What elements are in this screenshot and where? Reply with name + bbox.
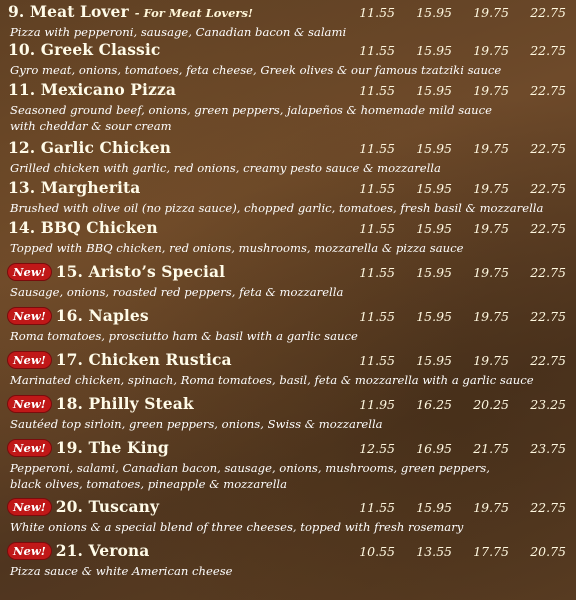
price-size-1: 11.55 [359, 221, 395, 236]
menu-item-title-group [8, 80, 338, 99]
price-size-4: 23.25 [530, 397, 566, 412]
price-size-1: 11.55 [359, 83, 395, 98]
menu-item-title-group [8, 2, 338, 21]
price-size-2: 15.95 [416, 141, 452, 156]
price-size-4: 20.75 [530, 544, 566, 559]
price-size-3: 19.75 [473, 353, 509, 368]
price-size-2: 15.95 [416, 43, 452, 58]
menu-item-title: 16. Naples [55, 306, 149, 325]
menu-item-description: Pepperoni, salami, Canadian bacon, sausage, onions, mushrooms, green peppers, [10, 461, 490, 475]
price-size-2: 15.95 [416, 5, 452, 20]
price-size-2: 15.95 [416, 309, 452, 324]
menu-item-title: 13. Margherita [8, 178, 141, 197]
menu-item-title-group [8, 541, 338, 560]
price-size-1: 11.55 [359, 265, 395, 280]
price-size-4: 22.75 [530, 83, 566, 98]
price-size-4: 22.75 [530, 5, 566, 20]
price-size-4: 22.75 [530, 221, 566, 236]
price-size-4: 22.75 [530, 500, 566, 515]
price-size-4: 22.75 [530, 353, 566, 368]
menu-item-header [8, 306, 568, 328]
menu-item-header [8, 541, 568, 563]
price-size-1: 11.95 [359, 397, 395, 412]
price-size-3: 19.75 [473, 83, 509, 98]
menu-item [8, 394, 568, 432]
price-size-2: 15.95 [416, 181, 452, 196]
menu-item [8, 350, 568, 388]
menu-item [8, 138, 568, 176]
new-badge: New! [8, 264, 51, 280]
menu-item [8, 541, 568, 579]
menu-item-description: Marinated chicken, spinach, Roma tomatoes, basil, feta & mozzarella with a garlic sauce [10, 373, 534, 387]
menu-item-header [8, 40, 568, 62]
price-size-2: 15.95 [416, 265, 452, 280]
menu-item-header [8, 80, 568, 102]
menu-item-description: Pizza with pepperoni, sausage, Canadian bacon & salami [10, 25, 347, 39]
menu-item-prices [338, 141, 566, 156]
price-size-1: 12.55 [359, 441, 395, 456]
menu-item-title: 19. The King [55, 438, 169, 457]
menu-item-header [8, 262, 568, 284]
menu-item-prices [338, 309, 566, 324]
menu-item-tagline: - For Meat Lovers! [134, 6, 253, 20]
menu-item-title-group [8, 40, 338, 59]
menu-item-title-group [8, 394, 338, 413]
new-badge: New! [8, 396, 51, 412]
menu-item [8, 2, 568, 40]
menu-item-title: 10. Greek Classic [8, 40, 161, 59]
menu-item-description: Topped with BBQ chicken, red onions, mushrooms, mozzarella & pizza sauce [10, 241, 464, 255]
price-size-1: 11.55 [359, 309, 395, 324]
menu-item-title: 11. Mexicano Pizza [8, 80, 176, 99]
price-size-3: 19.75 [473, 221, 509, 236]
menu-item-description: with cheddar & sour cream [10, 119, 172, 133]
menu-item-title: 14. BBQ Chicken [8, 218, 158, 237]
menu-item-header [8, 394, 568, 416]
menu-item-prices [338, 500, 566, 515]
price-size-2: 15.95 [416, 353, 452, 368]
price-size-4: 23.75 [530, 441, 566, 456]
menu-item-header [8, 218, 568, 240]
price-size-1: 11.55 [359, 5, 395, 20]
menu-item [8, 80, 568, 134]
menu-item-title: 15. Aristo’s Special [55, 262, 226, 281]
price-size-2: 15.95 [416, 83, 452, 98]
menu-item-description: Roma tomatoes, prosciutto ham & basil with a garlic sauce [10, 329, 358, 343]
price-size-2: 15.95 [416, 221, 452, 236]
menu-item-prices [338, 265, 566, 280]
menu-item-prices [338, 544, 566, 559]
price-size-3: 19.75 [473, 181, 509, 196]
price-size-3: 19.75 [473, 265, 509, 280]
menu-item-prices [338, 43, 566, 58]
menu-item-header [8, 438, 568, 460]
price-size-3: 17.75 [473, 544, 509, 559]
menu-item-prices [338, 397, 566, 412]
menu-item-description: Sautéed top sirloin, green peppers, onions, Swiss & mozzarella [10, 417, 383, 431]
menu-item-title-group [8, 138, 338, 157]
menu-item [8, 497, 568, 535]
menu-item-prices [338, 83, 566, 98]
menu-item-header [8, 350, 568, 372]
price-size-1: 11.55 [359, 500, 395, 515]
price-size-4: 22.75 [530, 141, 566, 156]
menu-item-title: 18. Philly Steak [55, 394, 194, 413]
menu-item-title-group [8, 438, 338, 457]
menu-item-title-group [8, 178, 338, 197]
price-size-4: 22.75 [530, 43, 566, 58]
menu-item-title: 12. Garlic Chicken [8, 138, 172, 157]
new-badge: New! [8, 308, 51, 324]
menu-item-description: Pizza sauce & white American cheese [10, 564, 233, 578]
menu-item-description: Sausage, onions, roasted red peppers, feta & mozzarella [10, 285, 344, 299]
menu-item-title-group [8, 306, 338, 325]
menu-item-title-group [8, 497, 338, 516]
menu-item-title-group [8, 350, 338, 369]
price-size-1: 11.55 [359, 353, 395, 368]
menu-item-title: 17. Chicken Rustica [55, 350, 232, 369]
price-size-4: 22.75 [530, 309, 566, 324]
menu-item [8, 438, 568, 492]
menu-item-prices [338, 181, 566, 196]
new-badge: New! [8, 440, 51, 456]
price-size-1: 10.55 [359, 544, 395, 559]
menu-item [8, 40, 568, 78]
price-size-2: 13.55 [416, 544, 452, 559]
menu-item-header [8, 178, 568, 200]
price-size-3: 19.75 [473, 5, 509, 20]
price-size-3: 19.75 [473, 500, 509, 515]
menu-item-description: Brushed with olive oil (no pizza sauce), chopped garlic, tomatoes, fresh basil & mozzarella [10, 201, 544, 215]
price-size-2: 16.95 [416, 441, 452, 456]
menu-item-description: Gyro meat, onions, tomatoes, feta cheese, Greek olives & our famous tzatziki sauce [10, 63, 502, 77]
menu-item [8, 306, 568, 344]
menu-item-title: 9. Meat Lover [8, 2, 129, 21]
new-badge: New! [8, 499, 51, 515]
menu-item [8, 218, 568, 256]
menu-item-title-group [8, 218, 338, 237]
price-size-3: 19.75 [473, 309, 509, 324]
price-size-3: 21.75 [473, 441, 509, 456]
menu-item-description: Seasoned ground beef, onions, green peppers, jalapeños & homemade mild sauce [10, 103, 492, 117]
menu-item-prices [338, 221, 566, 236]
menu-item-description: black olives, tomatoes, pineapple & mozzarella [10, 477, 288, 491]
menu-item-header [8, 138, 568, 160]
price-size-1: 11.55 [359, 181, 395, 196]
price-size-3: 19.75 [473, 43, 509, 58]
price-size-3: 19.75 [473, 141, 509, 156]
price-size-2: 15.95 [416, 500, 452, 515]
menu-item-description: White onions & a special blend of three cheeses, topped with fresh rosemary [10, 520, 464, 534]
menu-item-prices [338, 5, 566, 20]
menu-item-header [8, 497, 568, 519]
menu-item [8, 262, 568, 300]
menu-item-header [8, 2, 568, 24]
menu-item [8, 178, 568, 216]
new-badge: New! [8, 352, 51, 368]
menu-item-title: 21. Verona [55, 541, 150, 560]
price-size-4: 22.75 [530, 181, 566, 196]
price-size-1: 11.55 [359, 43, 395, 58]
price-size-2: 16.25 [416, 397, 452, 412]
menu-item-description: Grilled chicken with garlic, red onions, creamy pesto sauce & mozzarella [10, 161, 441, 175]
menu-item-title: 20. Tuscany [55, 497, 160, 516]
price-size-1: 11.55 [359, 141, 395, 156]
new-badge: New! [8, 543, 51, 559]
menu-item-prices [338, 441, 566, 456]
menu-item-title-group [8, 262, 338, 281]
price-size-4: 22.75 [530, 265, 566, 280]
price-size-3: 20.25 [473, 397, 509, 412]
menu-item-prices [338, 353, 566, 368]
